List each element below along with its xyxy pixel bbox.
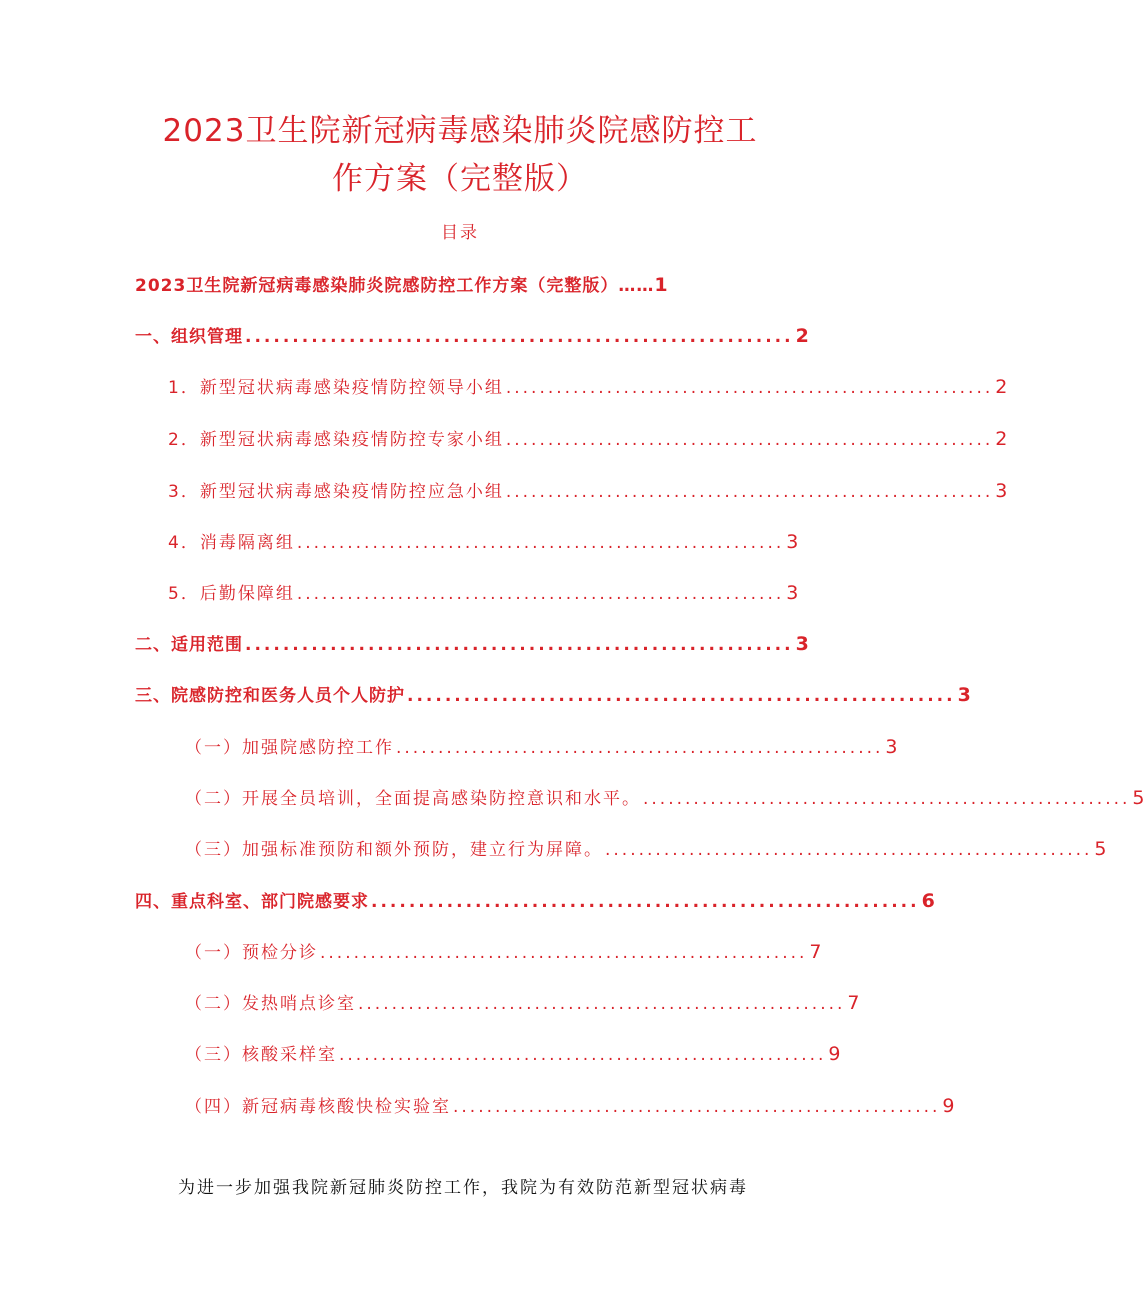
toc-entry[interactable] — [185, 1092, 957, 1117]
toc-entry-label: 一、组织管理 — [135, 327, 243, 347]
toc-leader-dots: .......................................................... — [505, 378, 994, 398]
toc-entry-page: 2 — [995, 428, 1010, 450]
toc-entry-label: （二）开展全员培训，全面提高感染防控意识和水平。 — [185, 789, 641, 809]
toc-entry-page: 5 — [1094, 838, 1109, 860]
toc-entry-label: 三、院感防控和医务人员个人防护 — [135, 686, 405, 706]
toc-entry-label: 2．新型冠状病毒感染疫情防控专家小组 — [168, 430, 504, 450]
toc-entry-label: （四）新冠病毒核酸快检实验室 — [185, 1097, 451, 1117]
toc-entry-page: 7 — [847, 992, 862, 1014]
toc-leader-dots: .......................................................... — [605, 840, 1093, 860]
toc-leader-dots: .......................................................... — [245, 327, 794, 347]
toc-leader-dots: .......................................................... — [505, 430, 994, 450]
toc-entry-label: 1．新型冠状病毒感染疫情防控领导小组 — [168, 378, 504, 398]
toc-entry[interactable] — [185, 733, 900, 758]
toc-entry-label: （二）发热哨点诊室 — [185, 994, 356, 1014]
toc-leader-dots: .......................................................... — [453, 1097, 941, 1117]
body-paragraph: 为进一步加强我院新冠肺炎防控工作，我院为有效防范新型冠状病毒 — [178, 1178, 748, 1198]
toc-entry-page: 6 — [921, 890, 936, 912]
toc-entry-page: 1 — [654, 274, 669, 296]
toc-entry-page: 3 — [786, 582, 801, 604]
toc-entry[interactable] — [168, 373, 1010, 398]
toc-entry[interactable] — [185, 835, 1109, 860]
toc-entry-label: 3．新型冠状病毒感染疫情防控应急小组 — [168, 482, 504, 502]
toc-entry[interactable] — [168, 477, 1010, 502]
toc-entry-label: （一）预检分诊 — [185, 943, 318, 963]
toc-entry[interactable] — [168, 579, 801, 604]
toc-entry-page: 9 — [828, 1043, 843, 1065]
toc-entry-label: 4．消毒隔离组 — [168, 533, 295, 553]
toc-entry[interactable] — [168, 425, 1010, 450]
toc-entry-label: 2023卫生院新冠病毒感染肺炎院感防控工作方案（完整版）…… — [135, 276, 655, 296]
toc-entry[interactable] — [135, 271, 735, 296]
toc-entry[interactable] — [135, 322, 810, 347]
toc-entry[interactable] — [135, 681, 972, 706]
document-title-line-2: 作方案（完整版） — [332, 161, 588, 197]
toc-entry[interactable] — [185, 1040, 843, 1065]
toc-entry[interactable] — [185, 784, 1147, 809]
toc-leader-dots: .......................................................... — [320, 943, 808, 963]
toc-leader-dots: .......................................................... — [505, 482, 994, 502]
toc-entry-label: （三）加强标准预防和额外预防，建立行为屏障。 — [185, 840, 603, 860]
toc-leader-dots: .......................................................... — [407, 686, 956, 706]
toc-entry[interactable] — [185, 938, 824, 963]
toc-leader-dots: .......................................................... — [296, 584, 785, 604]
toc-entry-page: 3 — [957, 684, 972, 706]
toc-leader-dots: .......................................................... — [371, 892, 920, 912]
toc-entry-label: （一）加强院感防控工作 — [185, 738, 394, 758]
toc-entry-page: 2 — [795, 325, 810, 347]
toc-entry-page: 2 — [995, 376, 1010, 398]
document-title-line-1: 2023卫生院新冠病毒感染肺炎院感防控工 — [162, 113, 758, 149]
toc-entry-label: 四、重点科室、部门院感要求 — [135, 892, 369, 912]
toc-entry-label: 二、适用范围 — [135, 635, 243, 655]
toc-entry-page: 3 — [795, 633, 810, 655]
toc-entry-label: 5．后勤保障组 — [168, 584, 295, 604]
toc-leader-dots: .......................................................... — [339, 1045, 827, 1065]
toc-entry-page: 3 — [786, 531, 801, 553]
toc-leader-dots: .......................................................... — [358, 994, 846, 1014]
toc-entry-label: （三）核酸采样室 — [185, 1045, 337, 1065]
toc-entry[interactable] — [185, 989, 862, 1014]
toc-entry-page: 3 — [995, 480, 1010, 502]
toc-heading: 目录 — [441, 223, 479, 243]
toc-entry-page: 3 — [885, 736, 900, 758]
toc-entry[interactable] — [135, 887, 936, 912]
toc-entry-page: 5 — [1132, 787, 1147, 809]
toc-leader-dots: .......................................................... — [296, 533, 785, 553]
toc-leader-dots: .......................................................... — [643, 789, 1131, 809]
toc-entry[interactable] — [168, 528, 801, 553]
toc-entry[interactable] — [135, 630, 810, 655]
toc-leader-dots: .......................................................... — [245, 635, 794, 655]
toc-entry-page: 9 — [942, 1095, 957, 1117]
toc-entry-page: 7 — [809, 941, 824, 963]
toc-leader-dots: .......................................................... — [396, 738, 884, 758]
